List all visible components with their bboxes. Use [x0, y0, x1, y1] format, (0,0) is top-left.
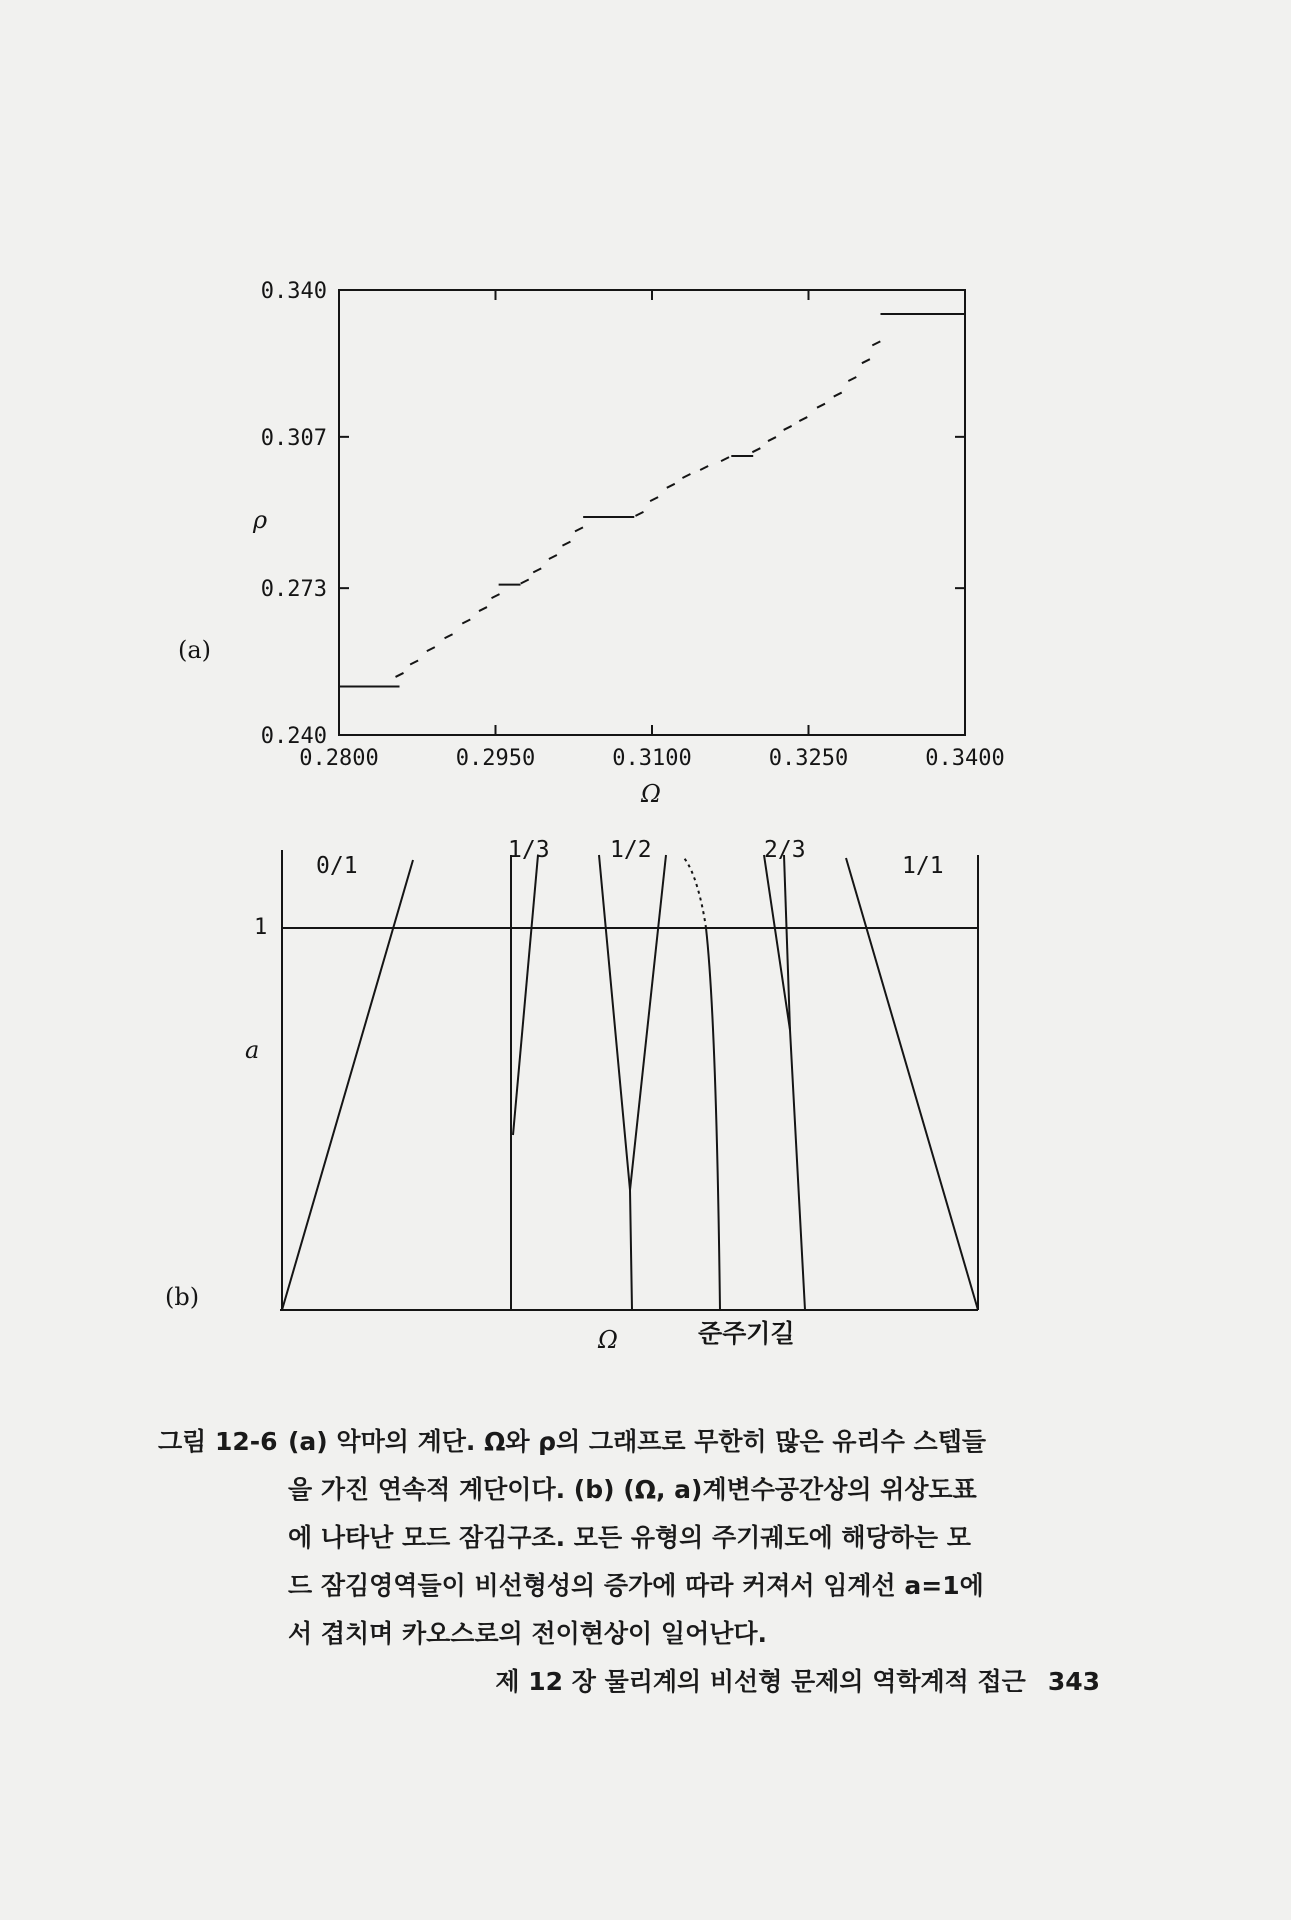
staircase-step: [784, 426, 792, 430]
staircase-step: [799, 417, 807, 421]
staircase-step: [479, 607, 487, 611]
caption-line: 서 겹치며 카오스로의 전이현상이 일어난다.: [288, 1619, 768, 1648]
devils-staircase-points: [396, 341, 881, 677]
staircase-step: [721, 457, 729, 461]
region-label-2-3: 2/3: [764, 837, 806, 863]
staircase-step: [462, 620, 470, 624]
staircase-step: [862, 359, 870, 363]
tongue-1-3-right-boundary: [513, 855, 538, 1135]
staircase-step: [445, 634, 453, 638]
arnold-tongues: [282, 855, 978, 1310]
tongue-1-2-right-boundary: [630, 855, 666, 1190]
x-tick-label: 0.2800: [299, 746, 379, 771]
staircase-step: [700, 466, 708, 470]
staircase-step: [682, 474, 690, 478]
staircase-step: [549, 555, 557, 559]
region-label-1-2: 1/2: [610, 837, 652, 863]
staircase-step: [667, 484, 675, 488]
staircase-step: [872, 341, 880, 345]
staircase-step: [752, 448, 760, 452]
staircase-step: [492, 594, 500, 598]
staircase-step: [575, 527, 583, 531]
staircase-step: [562, 542, 570, 546]
x-tick-label: 0.3400: [925, 746, 1005, 771]
page-footer: [420, 1662, 1100, 1698]
x-tick-label: 0.3100: [612, 746, 692, 771]
staircase-step: [521, 579, 529, 583]
caption-line: 을 가진 연속적 계단이다. (b) (Ω, a)계변수공간상의 위상도표: [288, 1475, 977, 1504]
panel-b-y-tick-1: 1: [254, 915, 268, 940]
page-number: 343: [1047, 1667, 1100, 1696]
caption-line: (a) 악마의 계단. Ω와 ρ의 그래프로 무한히 많은 유리수 스텝들: [288, 1427, 987, 1456]
staircase-step: [427, 647, 435, 651]
staircase-step: [396, 673, 404, 677]
figure-caption: [158, 1418, 1098, 1658]
staircase-step: [635, 512, 643, 516]
region-label-1-3: 1/3: [508, 837, 550, 863]
x-tick-label: 0.2950: [455, 746, 536, 771]
panel-a-label: (a): [178, 636, 212, 664]
staircase-step: [533, 568, 541, 572]
panel-a-frame: [339, 290, 965, 735]
staircase-step: [817, 404, 825, 408]
tongue-2-3-left-boundary: [764, 855, 805, 1310]
panel-b-y-axis-label: a: [245, 1036, 260, 1064]
panel-b-label: (b): [165, 1283, 200, 1311]
staircase-step: [410, 660, 418, 664]
region-label-1-1: 1/1: [902, 853, 944, 879]
y-tick-label: 0.240: [260, 724, 327, 749]
y-tick-label: 0.307: [260, 425, 327, 451]
panel-b-x-axis-label: Ω: [598, 1326, 618, 1354]
panel-a-y-axis: [261, 279, 965, 749]
y-tick-label: 0.340: [260, 279, 327, 304]
quasiperiodic-path-label: 준주기길: [698, 1319, 795, 1348]
staircase-step: [848, 377, 856, 381]
panel-a: [178, 279, 1005, 808]
panel-b: [165, 837, 978, 1354]
caption-line: 에 나타난 모드 잠김구조. 모든 유형의 주기궤도에 해당하는 모: [288, 1523, 971, 1552]
tongue-1-1-left-boundary: [846, 858, 978, 1310]
caption-figure-number: 그림 12-6: [158, 1427, 278, 1456]
staircase-step: [834, 393, 842, 397]
quasiperiodic-path-dotted: [684, 858, 706, 928]
caption-line: 드 잠김영역들이 비선형성의 증가에 따라 커져서 임계선 a=1에: [288, 1571, 984, 1600]
tongue-1-2-left-boundary: [599, 855, 632, 1310]
panel-a-y-axis-label: ρ: [253, 506, 268, 534]
quasiperiodic-path: [706, 928, 720, 1310]
panel-a-x-axis-label: Ω: [641, 780, 661, 808]
panel-a-x-axis: [299, 290, 1004, 771]
staircase-step: [650, 497, 658, 501]
staircase-step: [768, 437, 776, 441]
running-header-chapter: 제 12 장 물리계의 비선형 문제의 역학계적 접근: [495, 1667, 1026, 1696]
region-label-0-1: 0/1: [316, 853, 358, 879]
y-tick-label: 0.273: [260, 577, 327, 603]
x-tick-label: 0.3250: [768, 746, 849, 771]
